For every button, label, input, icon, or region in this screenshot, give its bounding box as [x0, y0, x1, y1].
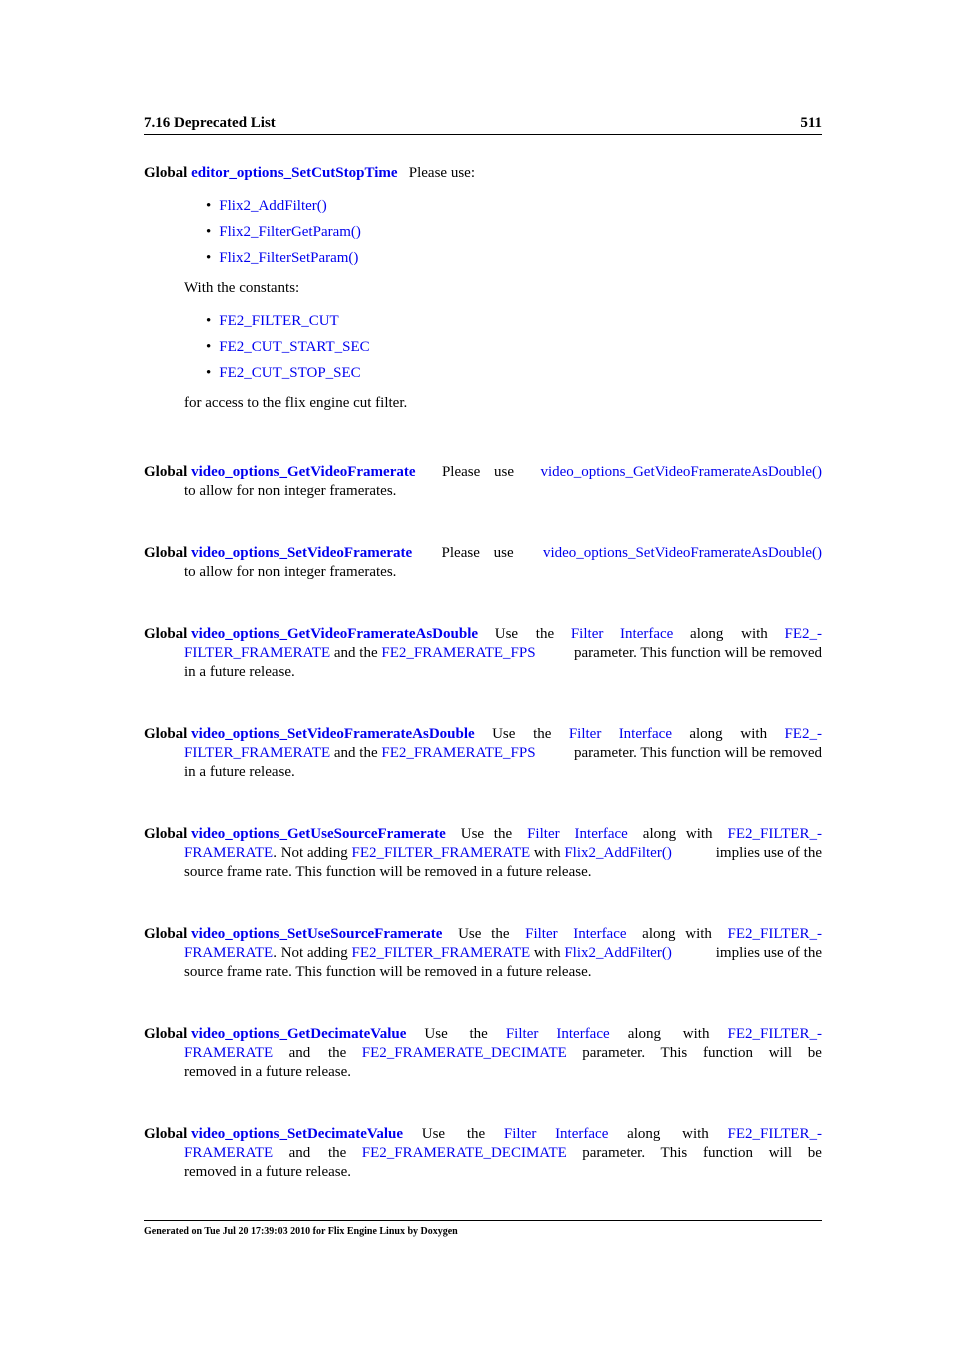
deprecated-entry-set-use-source-framerate: [144, 925, 822, 982]
interface-link[interactable]: Interface: [620, 626, 674, 642]
interface-link[interactable]: Interface: [555, 1126, 609, 1142]
use-the-text: Use the: [421, 1126, 486, 1142]
please-use-text: Please use: [441, 545, 514, 561]
rest-text: source frame rate. This function will be removed in a future release.: [184, 964, 592, 980]
rest-text: in a future release.: [184, 764, 295, 780]
parameter-link[interactable]: FE2_FRAMERATE_DECIMATE: [361, 1045, 567, 1061]
constant-link[interactable]: FRAMERATE: [184, 945, 274, 961]
list-item: [206, 193, 822, 219]
constants-intro: With the constants:: [184, 280, 300, 296]
filter-link[interactable]: Filter: [503, 1126, 537, 1142]
interface-link[interactable]: Interface: [618, 726, 672, 742]
global-label: Global: [144, 926, 188, 942]
global-label: Global: [144, 726, 188, 742]
and-the-text: and the: [288, 1145, 347, 1161]
interface-link[interactable]: Interface: [556, 1026, 610, 1042]
deprecated-entry-cut-stop-time: [144, 164, 822, 413]
page-footer: [144, 1220, 822, 1238]
symbol-link[interactable]: video_options_SetVideoFramerate: [191, 545, 413, 561]
global-label: Global: [144, 826, 188, 842]
constant-link[interactable]: FILTER_FRAMERATE: [184, 745, 331, 761]
along-with-text: along with: [690, 626, 768, 642]
function-link[interactable]: Flix2_FilterGetParam(): [219, 224, 361, 240]
rest-text: parameter. This function will be: [582, 1045, 822, 1061]
deprecated-entry-get-decimate-value: [144, 1025, 822, 1082]
footer-text: Generated on Tue Jul 20 17:39:03 2010 for Flix Engine Linux by Doxygen: [144, 1226, 458, 1237]
section-title: 7.16 Deprecated List: [144, 115, 276, 131]
global-label: Global: [144, 464, 188, 480]
function-list: [144, 193, 822, 271]
function-link[interactable]: Flix2_FilterSetParam(): [219, 250, 359, 266]
symbol-link[interactable]: video_options_GetVideoFramerateAsDouble: [191, 626, 479, 642]
replacement-link[interactable]: video_options_GetVideoFramerateAsDouble(): [540, 464, 822, 480]
constant-link[interactable]: FE2_CUT_STOP_SEC: [219, 365, 361, 381]
symbol-link[interactable]: video_options_SetUseSourceFramerate: [191, 926, 443, 942]
constant-link[interactable]: FRAMERATE: [184, 1045, 274, 1061]
global-label: Global: [144, 165, 188, 181]
please-use-text: Please use: [441, 464, 515, 480]
symbol-link[interactable]: video_options_SetVideoFramerateAsDouble: [191, 726, 475, 742]
along-with-text: along with: [642, 826, 713, 842]
and-the-text: and the: [288, 1045, 347, 1061]
rest-text: removed in a future release.: [184, 1164, 351, 1180]
along-with-text: along with: [627, 1126, 709, 1142]
and-the-text: and the: [333, 745, 378, 761]
parameter-link[interactable]: FE2_FRAMERATE_FPS: [381, 645, 536, 661]
use-the-text: Use the: [424, 1026, 488, 1042]
constant-link[interactable]: FRAMERATE: [184, 845, 274, 861]
deprecated-entry-get-video-framerate: [144, 463, 822, 501]
deprecated-entry-get-video-framerate-as-double: [144, 625, 822, 682]
list-item: [206, 245, 822, 271]
constant-link[interactable]: FE2_-: [784, 726, 822, 742]
with-text: with: [533, 845, 561, 861]
function-link[interactable]: Flix2_AddFilter(): [564, 845, 672, 861]
constant-link[interactable]: FE2_FILTER_CUT: [219, 313, 339, 329]
and-the-text: and the: [333, 645, 378, 661]
interface-link[interactable]: Interface: [574, 826, 628, 842]
intro-text: Please use:: [408, 165, 475, 181]
global-label: Global: [144, 626, 188, 642]
rest-text: removed in a future release.: [184, 1064, 351, 1080]
list-item: [206, 219, 822, 245]
filter-link[interactable]: Filter: [525, 926, 558, 942]
constant-link[interactable]: FE2_FILTER_FRAMERATE: [351, 945, 531, 961]
outro-text: for access to the flix engine cut filter.: [184, 395, 408, 411]
page-number: 511: [800, 115, 822, 131]
with-text: with: [533, 945, 561, 961]
symbol-link[interactable]: video_options_GetVideoFramerate: [191, 464, 416, 480]
constant-link[interactable]: FE2_CUT_START_SEC: [219, 339, 370, 355]
constant-link[interactable]: FRAMERATE: [184, 1145, 274, 1161]
constant-link[interactable]: FE2_-: [784, 626, 822, 642]
constant-link[interactable]: FE2_FILTER_-: [727, 926, 822, 942]
rest-text: parameter. This function will be removed: [574, 645, 822, 661]
replacement-link[interactable]: video_options_SetVideoFramerateAsDouble(): [542, 545, 822, 561]
rest-text: parameter. This function will be removed: [574, 745, 822, 761]
rest-text: to allow for non integer framerates.: [184, 564, 397, 580]
symbol-link[interactable]: video_options_GetDecimateValue: [191, 1026, 407, 1042]
function-link[interactable]: Flix2_AddFilter(): [564, 945, 672, 961]
list-item: [206, 334, 822, 360]
use-the-text: Use the: [458, 926, 510, 942]
symbol-link[interactable]: editor_options_SetCutStopTime: [191, 165, 398, 181]
deprecated-entry-set-decimate-value: [144, 1125, 822, 1182]
use-the-text: Use the: [494, 626, 555, 642]
deprecated-entry-get-use-source-framerate: [144, 825, 822, 882]
rest-text: implies use of the: [715, 945, 822, 961]
constant-link[interactable]: FE2_FILTER_FRAMERATE: [351, 845, 531, 861]
constant-link[interactable]: FE2_FILTER_-: [727, 826, 822, 842]
constant-list: [144, 308, 822, 386]
list-item: [206, 308, 822, 334]
filter-link[interactable]: Filter: [568, 726, 602, 742]
not-adding-text: . Not adding: [273, 945, 348, 961]
filter-link[interactable]: Filter: [527, 826, 560, 842]
constant-link[interactable]: FILTER_FRAMERATE: [184, 645, 331, 661]
parameter-link[interactable]: FE2_FRAMERATE_FPS: [381, 745, 536, 761]
constant-link[interactable]: FE2_FILTER_-: [727, 1026, 822, 1042]
function-link[interactable]: Flix2_AddFilter(): [219, 198, 327, 214]
rest-text: to allow for non integer framerates.: [184, 483, 397, 499]
deprecated-entry-set-video-framerate-as-double: [144, 725, 822, 782]
page-header: [144, 114, 822, 135]
not-adding-text: . Not adding: [273, 845, 348, 861]
use-the-text: Use the: [492, 726, 552, 742]
rest-text: in a future release.: [184, 664, 295, 680]
interface-link[interactable]: Interface: [573, 926, 627, 942]
filter-link[interactable]: Filter: [505, 1026, 539, 1042]
constant-link[interactable]: FE2_FILTER_-: [727, 1126, 822, 1142]
parameter-link[interactable]: FE2_FRAMERATE_DECIMATE: [361, 1145, 567, 1161]
symbol-link[interactable]: video_options_GetUseSourceFramerate: [191, 826, 446, 842]
global-label: Global: [144, 1126, 188, 1142]
filter-link[interactable]: Filter: [570, 626, 604, 642]
rest-text: source frame rate. This function will be removed in a future release.: [184, 864, 592, 880]
symbol-link[interactable]: video_options_SetDecimateValue: [191, 1126, 404, 1142]
along-with-text: along with: [689, 726, 768, 742]
list-item: [206, 360, 822, 386]
rest-text: parameter. This function will be: [582, 1145, 822, 1161]
along-with-text: along with: [627, 1026, 710, 1042]
along-with-text: along with: [642, 926, 712, 942]
use-the-text: Use the: [460, 826, 513, 842]
global-label: Global: [144, 545, 188, 561]
deprecated-entry-set-video-framerate: [144, 544, 822, 582]
global-label: Global: [144, 1026, 188, 1042]
rest-text: implies use of the: [715, 845, 822, 861]
